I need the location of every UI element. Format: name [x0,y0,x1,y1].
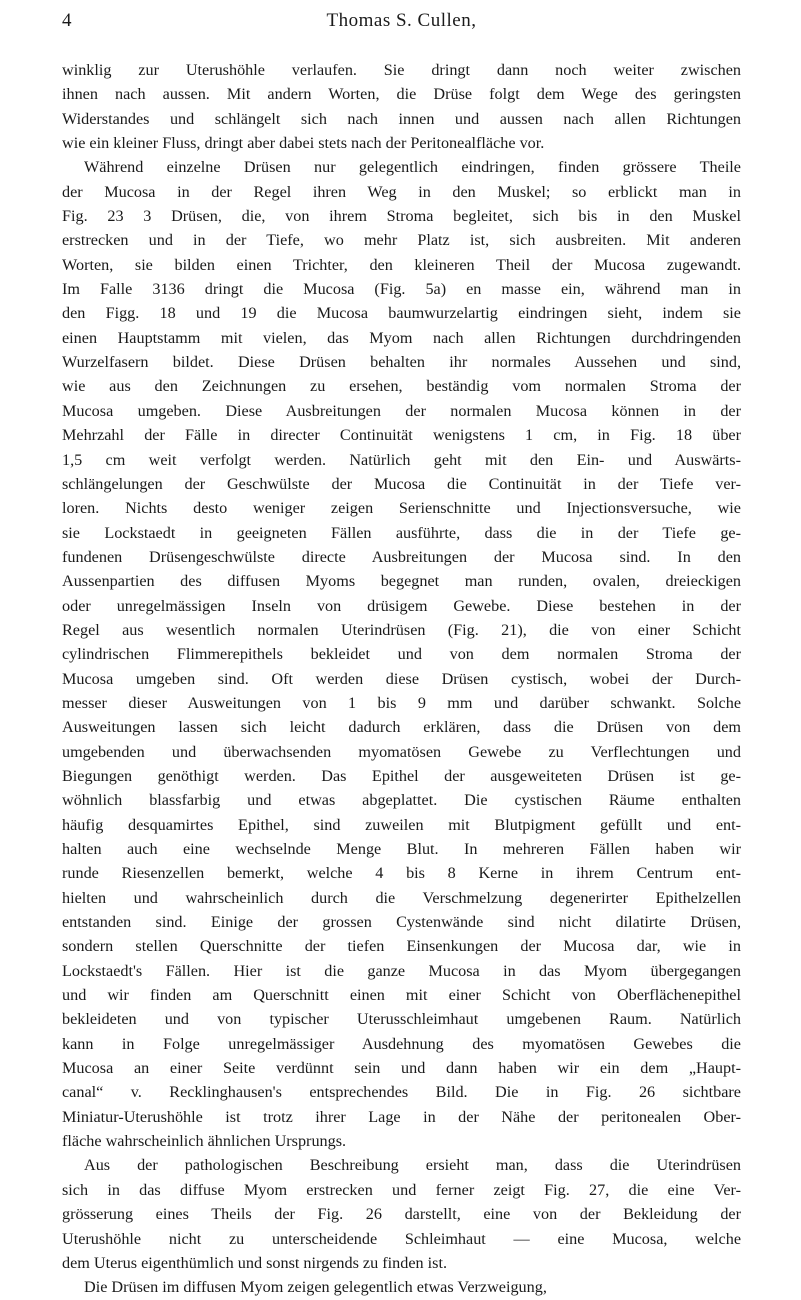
text-line: erstrecken und in der Tiefe, wo mehr Platz ist, sich ausbreiten. Mit anderen [62,231,741,250]
paragraph [62,155,741,1153]
text-line: Wurzelfasern bildet. Diese Drüsen behalten ihr normales Aussehen und sind, [62,353,741,372]
text-line: Aus der pathologischen Beschreibung ersieht man, dass die Uterindrüsen [84,1156,741,1175]
text-line: wie aus den Zeichnungen zu ersehen, beständig vom normalen Stroma der [62,377,741,396]
text-line: winklig zur Uterushöhle verlaufen. Sie dringt dann noch weiter zwischen [62,61,741,79]
text-line: Aussenpartien des diffusen Myoms begegnet man runden, ovalen, dreieckigen [62,572,741,591]
text-line: Mehrzahl der Fälle in directer Continuität wenigstens 1 cm, in Fig. 18 über [62,426,741,445]
text-line: cylindrischen Flimmerepithels bekleidet und von dem normalen Stroma der [62,645,741,664]
text-line: den Figg. 18 und 19 die Mucosa baumwurzelartig eindringen sieht, indem sie [62,304,741,323]
text-line: entstanden sind. Einige der grossen Cystenwände sind nicht dilatirte Drüsen, [62,913,741,932]
text-line: halten auch eine wechselnde Menge Blut. In mehreren Fällen haben wir [62,840,741,858]
text-line: sie Lockstaedt in geeigneten Fällen ausführte, dass die in der Tiefe ge- [62,523,741,542]
text-line: ihnen nach aussen. Mit andern Worten, die Drüse folgt dem Wege des geringsten [62,85,741,104]
text-line: Uterushöhle nicht zu unterscheidende Schleimhaut — eine Mucosa, welche [62,1229,741,1248]
text-line: Mucosa umgeben sind. Oft werden diese Drüsen cystisch, wobei der Durch- [62,669,741,688]
text-line: Widerstandes und schlängelt sich nach innen und aussen nach allen Richtungen [62,109,741,128]
paragraph [62,1275,741,1299]
text-line: Worten, sie bilden einen Trichter, den kleineren Theil der Mucosa zugewandt. [62,255,741,274]
text-line: Fig. 23 3 Drüsen, die, von ihrem Stroma begleitet, sich bis in den Muskel [62,207,741,226]
text-line: Im Falle 3136 dringt die Mucosa (Fig. 5a) en masse ein, während man in [62,280,741,299]
text-line: Mucosa umgeben. Diese Ausbreitungen der normalen Mucosa können in der [62,401,741,420]
text-line: schlängelungen der Geschwülste der Mucosa die Continuität in der Tiefe ver- [62,474,741,493]
paragraph [62,58,741,155]
text-line: Miniatur-Uterushöhle ist trotz ihrer Lage in der Nähe der peritonealen Ober- [62,1107,741,1126]
text-line: Die Drüsen im diffusen Myom zeigen gelegentlich etwas Verzweigung, [84,1278,547,1297]
text-line: Ausweitungen lassen sich leicht dadurch erklären, dass die Drüsen von dem [62,718,741,737]
text-line: Mucosa an einer Seite verdünnt sein und dann haben wir ein dem „Haupt- [62,1059,741,1078]
text-line: hielten und wahrscheinlich durch die Verschmelzung degenerirter Epithelzellen [62,888,741,907]
text-line: bekleideten und von typischer Uterusschleimhaut umgebenen Raum. Natürlich [62,1010,741,1029]
text-line: canal“ v. Recklinghausen's entsprechendes Bild. Die in Fig. 26 sichtbare [62,1083,741,1102]
text-line: fundenen Drüsengeschwülste directe Ausbreitungen der Mucosa sind. In den [62,547,741,566]
running-head [62,6,741,36]
text-line: Während einzelne Drüsen nur gelegentlich eindringen, finden grössere Theile [84,158,741,177]
text-line: Lockstaedt's Fällen. Hier ist die ganze Mucosa in das Myom übergegangen [62,961,741,980]
page-number: 4 [62,10,72,31]
text-line: dem Uterus eigenthümlich und sonst nirgends zu finden ist. [62,1253,447,1272]
text-line: einen Hauptstamm mit vielen, das Myom nach allen Richtungen durchdringenden [62,328,741,347]
paragraph [62,1153,741,1275]
text-line: messer dieser Ausweitungen von 1 bis 9 mm und darüber schwankt. Solche [62,693,741,712]
text-line: wöhnlich blassfarbig und etwas abgeplattet. Die cystischen Räume enthalten [62,791,741,810]
book-page [0,6,801,1297]
text-line: sondern stellen Querschnitte der tiefen Einsenkungen der Mucosa dar, wie in [62,937,741,956]
text-line: und wir finden am Querschnitt einen mit einer Schicht von Oberflächenepithel [62,986,741,1005]
body-text [62,58,741,1300]
text-line: umgebenden und überwachsenden myomatösen Gewebe zu Verflechtungen und [62,742,741,761]
text-line: sich in das diffuse Myom erstrecken und ferner zeigt Fig. 27, die eine Ver- [62,1180,741,1199]
text-line: loren. Nichts desto weniger zeigen Serienschnitte und Injectionsversuche, wie [62,499,741,518]
text-line: fläche wahrscheinlich ähnlichen Ursprungs. [62,1132,347,1151]
text-line: wie ein kleiner Fluss, dringt aber dabei stets nach der Peritonealfläche vor. [62,134,545,153]
text-line: 1,5 cm weit verfolgt werden. Natürlich geht mit den Ein- und Auswärts- [62,450,741,469]
text-line: Regel aus wesentlich normalen Uterindrüsen (Fig. 21), die von einer Schicht [62,620,741,639]
text-line: der Mucosa in der Regel ihren Weg in den Muskel; so erblickt man in [62,182,741,201]
text-line: grösserung eines Theils der Fig. 26 darstellt, eine von der Bekleidung der [62,1205,741,1224]
text-line: Biegungen genöthigt werden. Das Epithel der ausgeweiteten Drüsen ist ge- [62,766,741,785]
text-line: häufig desquamirtes Epithel, sind zuweilen mit Blutpigment gefüllt und ent- [62,815,741,834]
text-line: runde Riesenzellen bemerkt, welche 4 bis 8 Kerne in ihrem Centrum ent- [62,864,741,883]
text-line: kann in Folge unregelmässiger Ausdehnung des myomatösen Gewebes die [62,1034,741,1053]
running-title: Thomas S. Cullen, [326,10,477,31]
text-line: oder unregelmässigen Inseln von drüsigem Gewebe. Diese bestehen in der [62,596,741,615]
